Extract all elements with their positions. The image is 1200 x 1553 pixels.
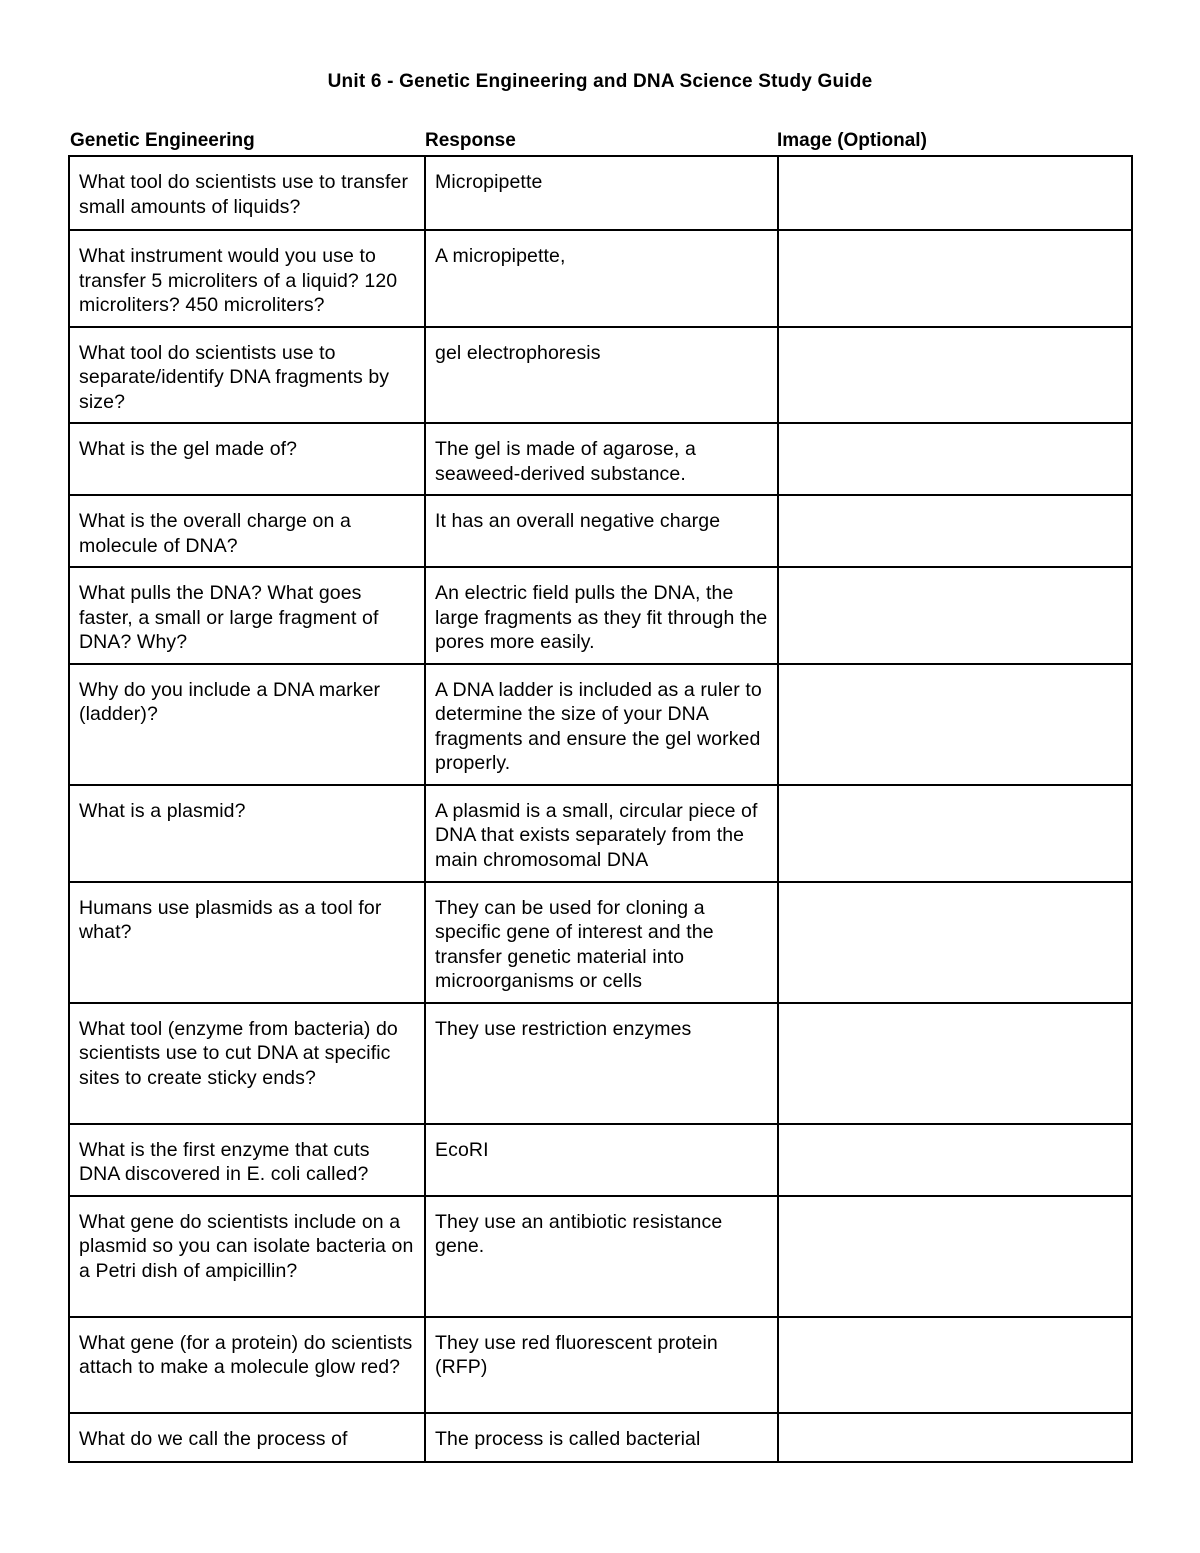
question-cell: What tool do scientists use to separate/identify DNA fragments by size? (69, 327, 425, 424)
page-title: Unit 6 - Genetic Engineering and DNA Science Study Guide (327, 71, 873, 92)
column-header-genetic-engineering: Genetic Engineering (70, 130, 255, 151)
question-cell: What gene (for a protein) do scientists attach to make a molecule glow red? (69, 1317, 425, 1413)
study-guide-table (68, 155, 1133, 1463)
image-cell[interactable] (778, 156, 1132, 230)
image-cell[interactable] (778, 495, 1132, 567)
table-row (69, 1413, 1132, 1462)
response-cell[interactable]: It has an overall negative charge (425, 495, 778, 567)
image-cell[interactable] (778, 1413, 1132, 1462)
column-header-image: Image (Optional) (777, 130, 927, 151)
response-cell[interactable]: They use restriction enzymes (425, 1003, 778, 1124)
image-cell[interactable] (778, 785, 1132, 882)
question-cell: What is the overall charge on a molecule of DNA? (69, 495, 425, 567)
table-row (69, 1124, 1132, 1196)
response-cell[interactable]: gel electrophoresis (425, 327, 778, 424)
table-row (69, 785, 1132, 882)
image-cell[interactable] (778, 1124, 1132, 1196)
table-row (69, 495, 1132, 567)
image-cell[interactable] (778, 423, 1132, 495)
response-cell[interactable]: A plasmid is a small, circular piece of DNA that exists separately from the main chromosomal DNA (425, 785, 778, 882)
response-cell[interactable]: They use red fluorescent protein (RFP) (425, 1317, 778, 1413)
response-cell[interactable]: An electric field pulls the DNA, the large fragments as they fit through the pores more easily. (425, 567, 778, 664)
response-cell[interactable]: They can be used for cloning a specific gene of interest and the transfer genetic material into microorganisms or cells (425, 882, 778, 1003)
question-cell: Humans use plasmids as a tool for what? (69, 882, 425, 1003)
image-cell[interactable] (778, 1196, 1132, 1317)
table-row (69, 882, 1132, 1003)
question-cell: What is a plasmid? (69, 785, 425, 882)
response-cell[interactable]: A DNA ladder is included as a ruler to determine the size of your DNA fragments and ensure the gel worked properly. (425, 664, 778, 785)
table-row (69, 1003, 1132, 1124)
table-row (69, 567, 1132, 664)
table-row (69, 1196, 1132, 1317)
question-cell: What is the gel made of? (69, 423, 425, 495)
table-row (69, 423, 1132, 495)
question-cell: What do we call the process of (69, 1413, 425, 1462)
response-cell[interactable]: The gel is made of agarose, a seaweed-derived substance. (425, 423, 778, 495)
response-cell[interactable]: They use an antibiotic resistance gene. (425, 1196, 778, 1317)
question-cell: What tool do scientists use to transfer small amounts of liquids? (69, 156, 425, 230)
question-cell: Why do you include a DNA marker (ladder)? (69, 664, 425, 785)
response-cell[interactable]: The process is called bacterial (425, 1413, 778, 1462)
column-header-response: Response (425, 130, 516, 151)
table-row (69, 327, 1132, 424)
question-cell: What gene do scientists include on a plasmid so you can isolate bacteria on a Petri dish of ampicillin? (69, 1196, 425, 1317)
question-cell: What instrument would you use to transfer 5 microliters of a liquid? 120 microliters? 450 microliters? (69, 230, 425, 327)
question-cell: What pulls the DNA? What goes faster, a small or large fragment of DNA? Why? (69, 567, 425, 664)
table-row (69, 1317, 1132, 1413)
response-cell[interactable]: EcoRI (425, 1124, 778, 1196)
question-cell: What tool (enzyme from bacteria) do scientists use to cut DNA at specific sites to create sticky ends? (69, 1003, 425, 1124)
question-cell: What is the first enzyme that cuts DNA discovered in E. coli called? (69, 1124, 425, 1196)
image-cell[interactable] (778, 1317, 1132, 1413)
response-cell[interactable]: A micropipette, (425, 230, 778, 327)
image-cell[interactable] (778, 327, 1132, 424)
image-cell[interactable] (778, 1003, 1132, 1124)
image-cell[interactable] (778, 882, 1132, 1003)
image-cell[interactable] (778, 230, 1132, 327)
response-cell[interactable]: Micropipette (425, 156, 778, 230)
table-row (69, 664, 1132, 785)
image-cell[interactable] (778, 567, 1132, 664)
table-row (69, 156, 1132, 230)
image-cell[interactable] (778, 664, 1132, 785)
table-row (69, 230, 1132, 327)
